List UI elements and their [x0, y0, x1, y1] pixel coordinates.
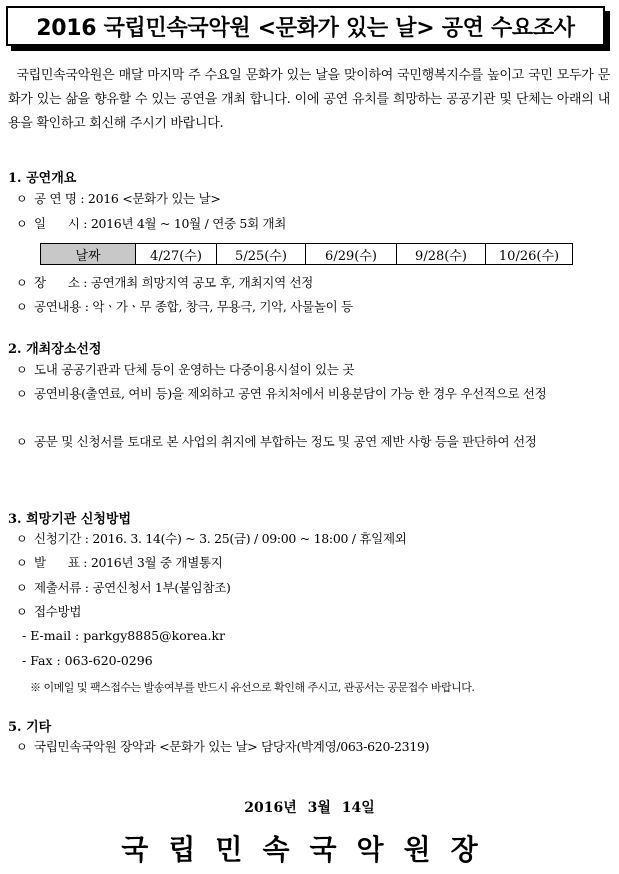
bullet-icon: ㅇ: [16, 556, 28, 570]
list-item: [16, 382, 610, 406]
list-item: [16, 187, 610, 211]
schedule-date-cell: 9/28(수): [397, 244, 486, 265]
bullet-icon: ㅇ: [16, 363, 28, 377]
intro-paragraph: [8, 64, 610, 136]
item-text: 공연비용(출연료, 여비 등)을 제외하고 공연 유치처에서 비용분담이 가능 한 경우 우선적으로 선정: [34, 386, 547, 401]
bullet-icon: ㅇ: [16, 387, 28, 401]
bullet-icon: ㅇ: [16, 605, 28, 619]
bullet-icon: ㅇ: [16, 276, 28, 290]
schedule-date-cell: 6/29(수): [306, 244, 397, 265]
document-title: 2016 국립민속국악원 <문화가 있는 날> 공연 수요조사: [6, 6, 605, 46]
item-text: 도내 공공기관과 단체 등이 운영하는 다중이용시설이 있는 곳: [34, 362, 355, 377]
list-item: [16, 358, 610, 382]
item-text: 제출서류 : 공연신청서 1부(붙임참조): [34, 580, 231, 595]
item-text: 일 시 : 2016년 4월 ~ 10월 / 연중 5회 개최: [34, 216, 287, 231]
list-item: [16, 212, 610, 236]
item-text: 공문 및 신청서를 토대로 본 사업의 취지에 부합하는 정도 및 공연 제반 사항 등을 판단하여 선정: [34, 434, 537, 449]
list-item: [16, 295, 610, 319]
item-text: 발 표 : 2016년 3월 중 개별통지: [34, 555, 223, 570]
item-text: 신청기간 : 2016. 3. 14(수) ~ 3. 25(금) / 09:00 ~ 18:00 / 휴일제외: [34, 531, 407, 546]
item-text: 공 연 명 : 2016 <문화가 있는 날>: [34, 191, 221, 206]
bullet-icon: ㅇ: [16, 532, 28, 546]
item-text: 접수방법: [34, 604, 82, 619]
schedule-date-cell: 10/26(수): [486, 244, 573, 265]
bullet-icon: ㅇ: [16, 581, 28, 595]
list-item: [16, 576, 610, 600]
section-5-heading: 5. 기타: [8, 720, 52, 735]
table-row: [41, 244, 573, 265]
list-item: [16, 600, 610, 624]
bullet-icon: ㅇ: [16, 435, 28, 449]
intro-text: 국립민속국악원은 매달 마지막 주 수요일 문화가 있는 날을 맞이하여 국민행복지수를 높이고 국민 모두가 문화가 있는 삶을 향유할 수 있는 공연을 개최 합니다. 이에 공연 유치를 희망하는 공공기관 및 단체는 아래의 내용을 확인하고 회신해 주시기 바랍니다.: [8, 68, 610, 131]
note-line: ※ 이메일 및 팩스접수는 발송여부를 반드시 유선으로 확인해 주시고, 관공서는 공문접수 바랍니다.: [30, 681, 475, 694]
list-item: [16, 735, 610, 759]
section-3-heading: 3. 희망기관 신청방법: [8, 512, 132, 527]
schedule-date-cell: 4/27(수): [136, 244, 217, 265]
list-item: [16, 551, 610, 575]
issue-date: 2016년 3월 14일: [244, 800, 375, 816]
bullet-icon: ㅇ: [16, 300, 28, 314]
schedule-header-cell: 날짜: [41, 244, 136, 265]
signature-line: 국립민속국악원장: [121, 833, 498, 866]
bullet-icon: ㅇ: [16, 192, 28, 206]
email-line: - E-mail : parkgy8885@korea.kr: [22, 628, 226, 643]
section-2-heading: 2. 개최장소선정: [8, 342, 102, 357]
bullet-icon: ㅇ: [16, 740, 28, 754]
fax-line: - Fax : 063-620-0296: [22, 653, 153, 668]
item-text: 국립민속국악원 장악과 <문화가 있는 날> 담당자(박계영/063-620-2319): [34, 739, 430, 754]
list-item: [16, 271, 610, 295]
item-text: 공연내용 : 악ㆍ가ㆍ무 종합, 창극, 무용극, 기악, 사물놀이 등: [34, 299, 353, 314]
list-item: [16, 527, 610, 551]
section-1-heading: 1. 공연개요: [8, 171, 77, 186]
schedule-date-cell: 5/25(수): [217, 244, 306, 265]
item-text: 장 소 : 공연개최 희망지역 공모 후, 개최지역 선정: [34, 275, 314, 290]
schedule-table: [40, 243, 573, 265]
list-item: [16, 430, 610, 454]
bullet-icon: ㅇ: [16, 217, 28, 231]
